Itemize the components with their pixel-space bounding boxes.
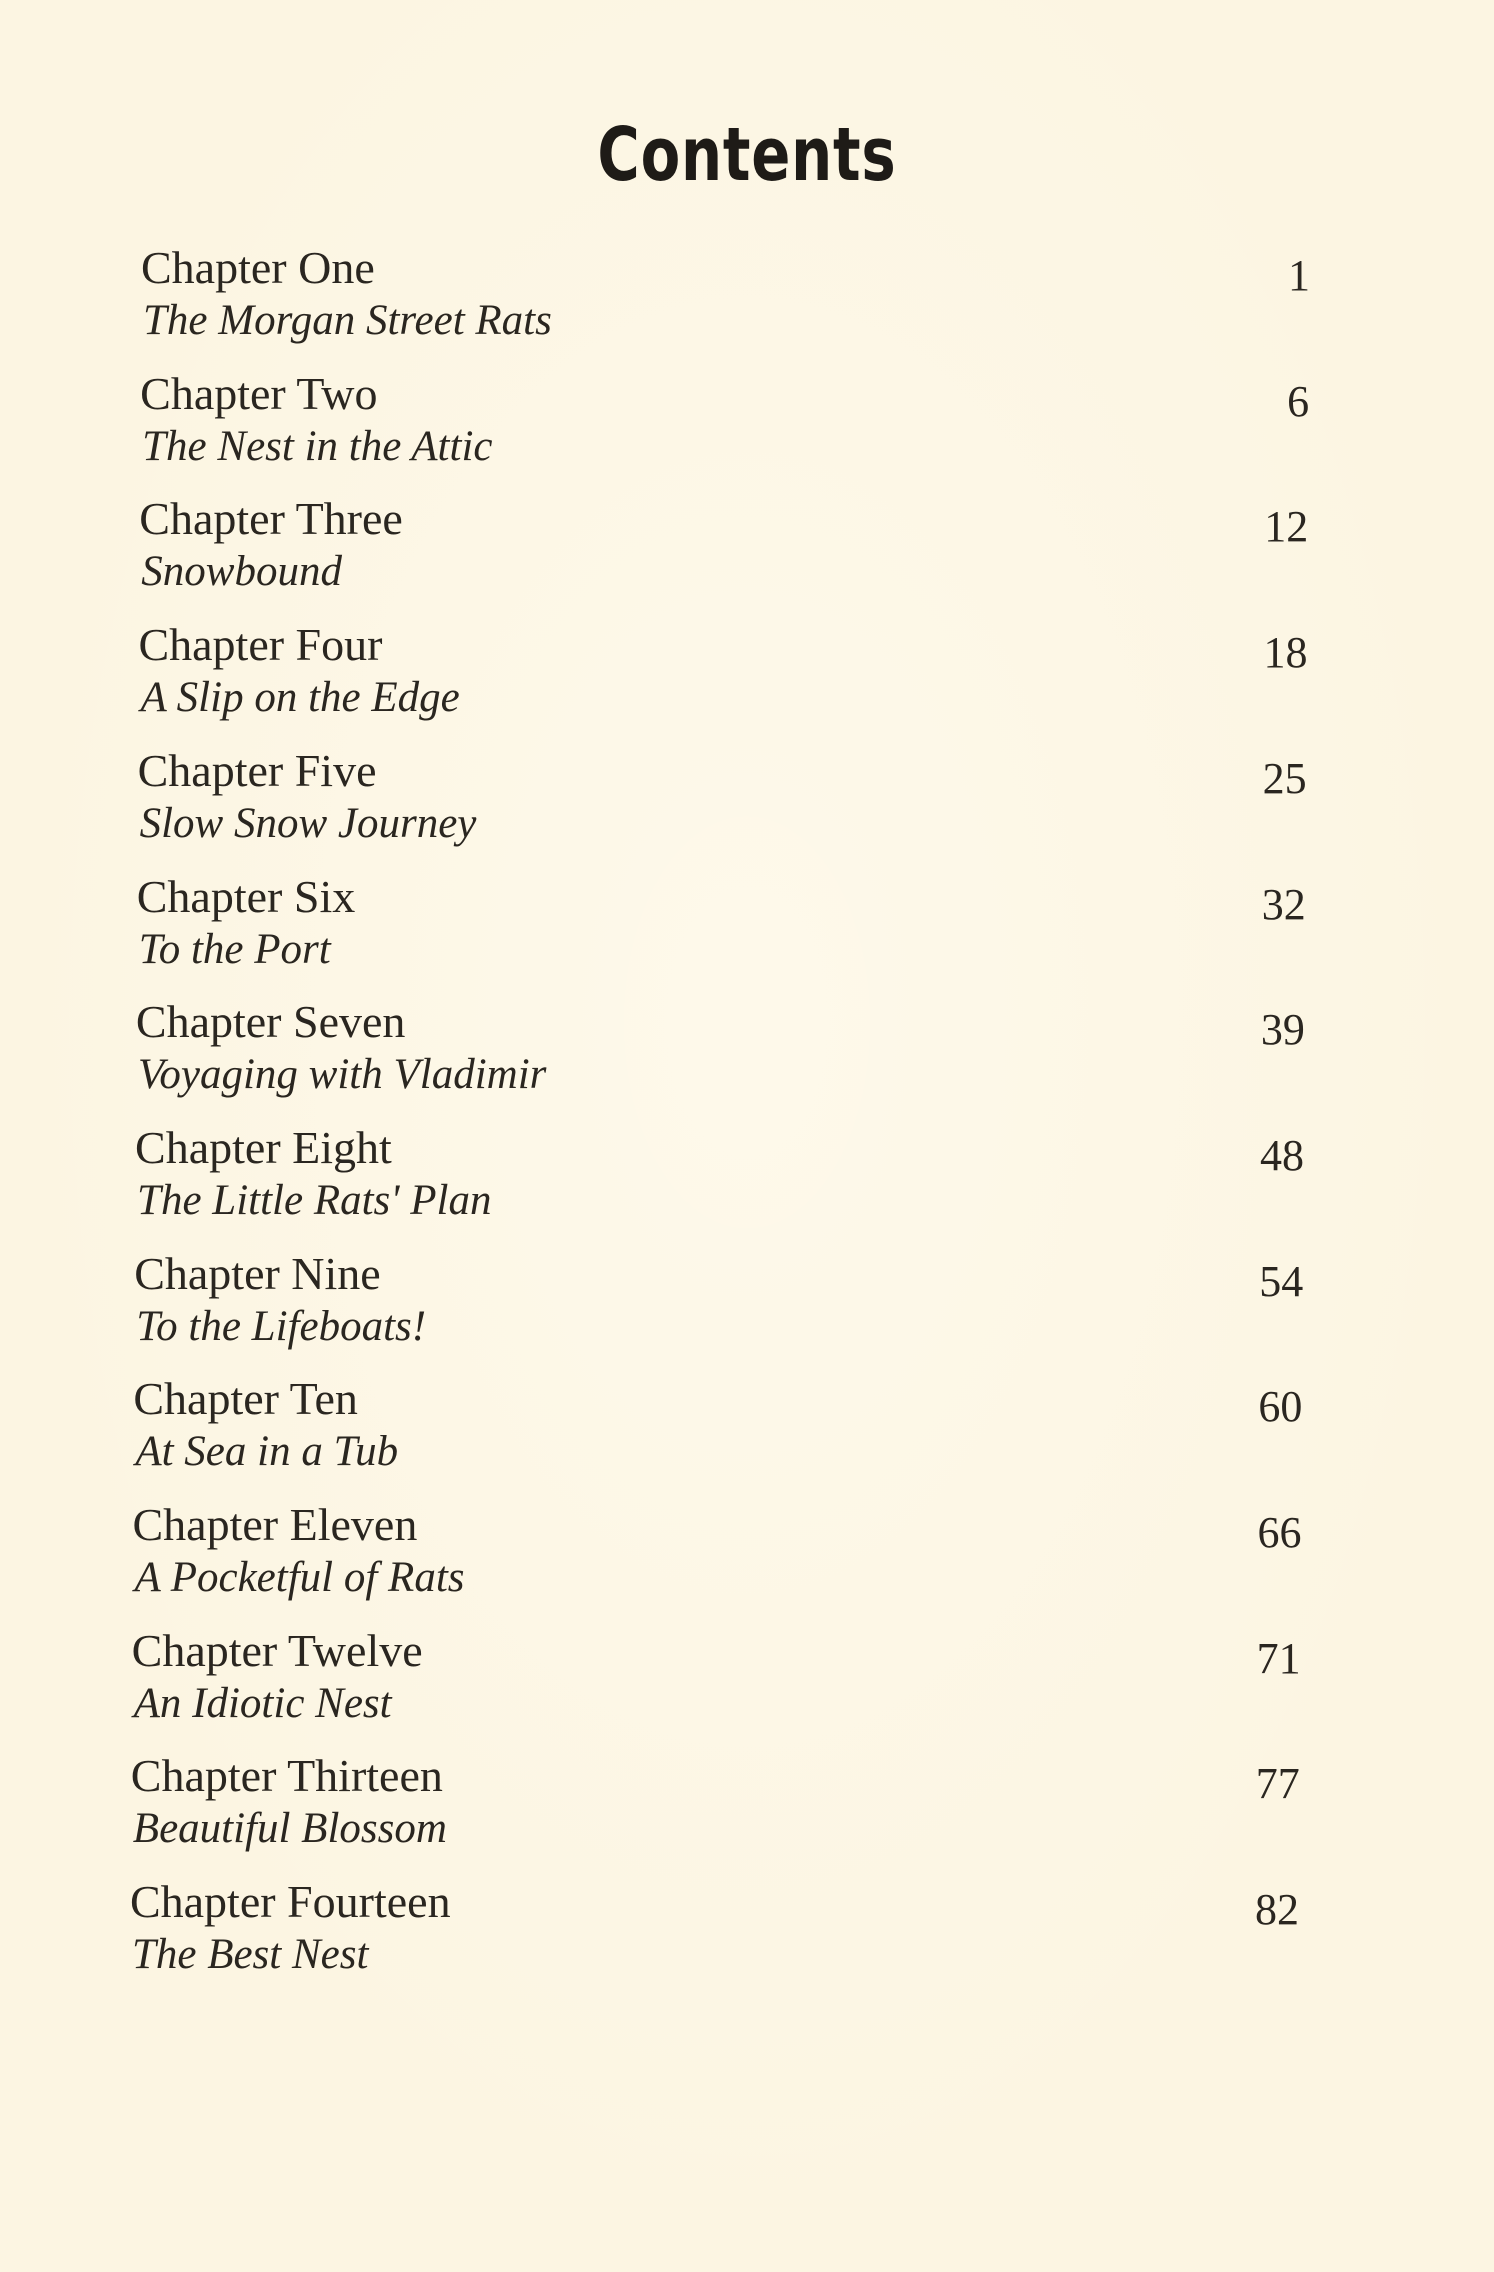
- page-number: 6: [1287, 376, 1310, 426]
- toc-entry: [141, 242, 1310, 352]
- chapter-heading: Chapter Two: [140, 367, 378, 419]
- chapter-heading: Chapter Eight: [135, 1121, 392, 1173]
- page-number: 25: [1262, 753, 1307, 803]
- chapter-subtitle: The Little Rats' Plan: [137, 1176, 492, 1224]
- page-number: 82: [1254, 1885, 1299, 1935]
- chapter-subtitle: Beautiful Blossom: [132, 1805, 447, 1853]
- chapter-heading: Chapter Nine: [134, 1247, 381, 1299]
- toc-entry: [134, 1248, 1303, 1358]
- page-title: Contents: [597, 112, 897, 198]
- toc-entry: [138, 619, 1307, 729]
- page-number: 39: [1260, 1005, 1305, 1055]
- page-number: 48: [1260, 1130, 1305, 1180]
- chapter-heading: Chapter Three: [139, 493, 403, 545]
- chapter-subtitle: To the Port: [138, 925, 331, 973]
- chapter-subtitle: The Nest in the Attic: [142, 422, 493, 470]
- chapter-heading: Chapter Eleven: [132, 1499, 418, 1550]
- chapter-heading: Chapter Five: [137, 744, 377, 796]
- toc-entry: [135, 1122, 1304, 1232]
- toc-entry: [131, 1750, 1300, 1860]
- page-number: 18: [1263, 628, 1308, 678]
- chapter-subtitle: An Idiotic Nest: [133, 1679, 392, 1727]
- chapter-subtitle: The Morgan Street Rats: [143, 297, 552, 344]
- chapter-heading: Chapter Seven: [135, 996, 406, 1048]
- page-number: 54: [1259, 1256, 1304, 1306]
- chapter-heading: Chapter Fourteen: [129, 1876, 451, 1928]
- chapter-subtitle: Snowbound: [141, 548, 342, 596]
- chapter-subtitle: Slow Snow Journey: [139, 799, 477, 847]
- page-number: 66: [1257, 1508, 1302, 1557]
- toc-entry: [138, 745, 1307, 855]
- toc-entry: [133, 1373, 1302, 1483]
- toc-entry: [132, 1625, 1301, 1735]
- chapter-heading: Chapter One: [141, 242, 375, 293]
- chapter-heading: Chapter Twelve: [131, 1624, 423, 1676]
- page-number: 71: [1256, 1633, 1301, 1683]
- chapter-subtitle: To the Lifeboats!: [136, 1302, 427, 1350]
- chapter-subtitle: A Slip on the Edge: [140, 674, 460, 722]
- page-number: 1: [1288, 251, 1310, 300]
- toc-entry: [139, 493, 1308, 603]
- toc-entry: [140, 368, 1309, 478]
- page-number: 60: [1258, 1382, 1303, 1432]
- chapter-heading: Chapter Six: [136, 870, 356, 922]
- chapter-subtitle: The Best Nest: [131, 1931, 369, 1979]
- page-number: 77: [1255, 1759, 1300, 1809]
- toc-entry: [137, 871, 1306, 981]
- chapter-heading: Chapter Ten: [133, 1373, 358, 1425]
- page-number: 32: [1261, 879, 1306, 929]
- toc-entry: [133, 1499, 1302, 1609]
- chapter-heading: Chapter Thirteen: [130, 1750, 443, 1802]
- chapter-heading: Chapter Four: [138, 619, 383, 671]
- page-number: 12: [1264, 502, 1309, 552]
- toc-entry: [130, 1876, 1299, 1986]
- chapter-subtitle: Voyaging with Vladimir: [137, 1051, 547, 1099]
- chapter-subtitle: At Sea in a Tub: [135, 1428, 399, 1476]
- toc-entry: [136, 996, 1305, 1106]
- chapter-subtitle: A Pocketful of Rats: [134, 1554, 465, 1601]
